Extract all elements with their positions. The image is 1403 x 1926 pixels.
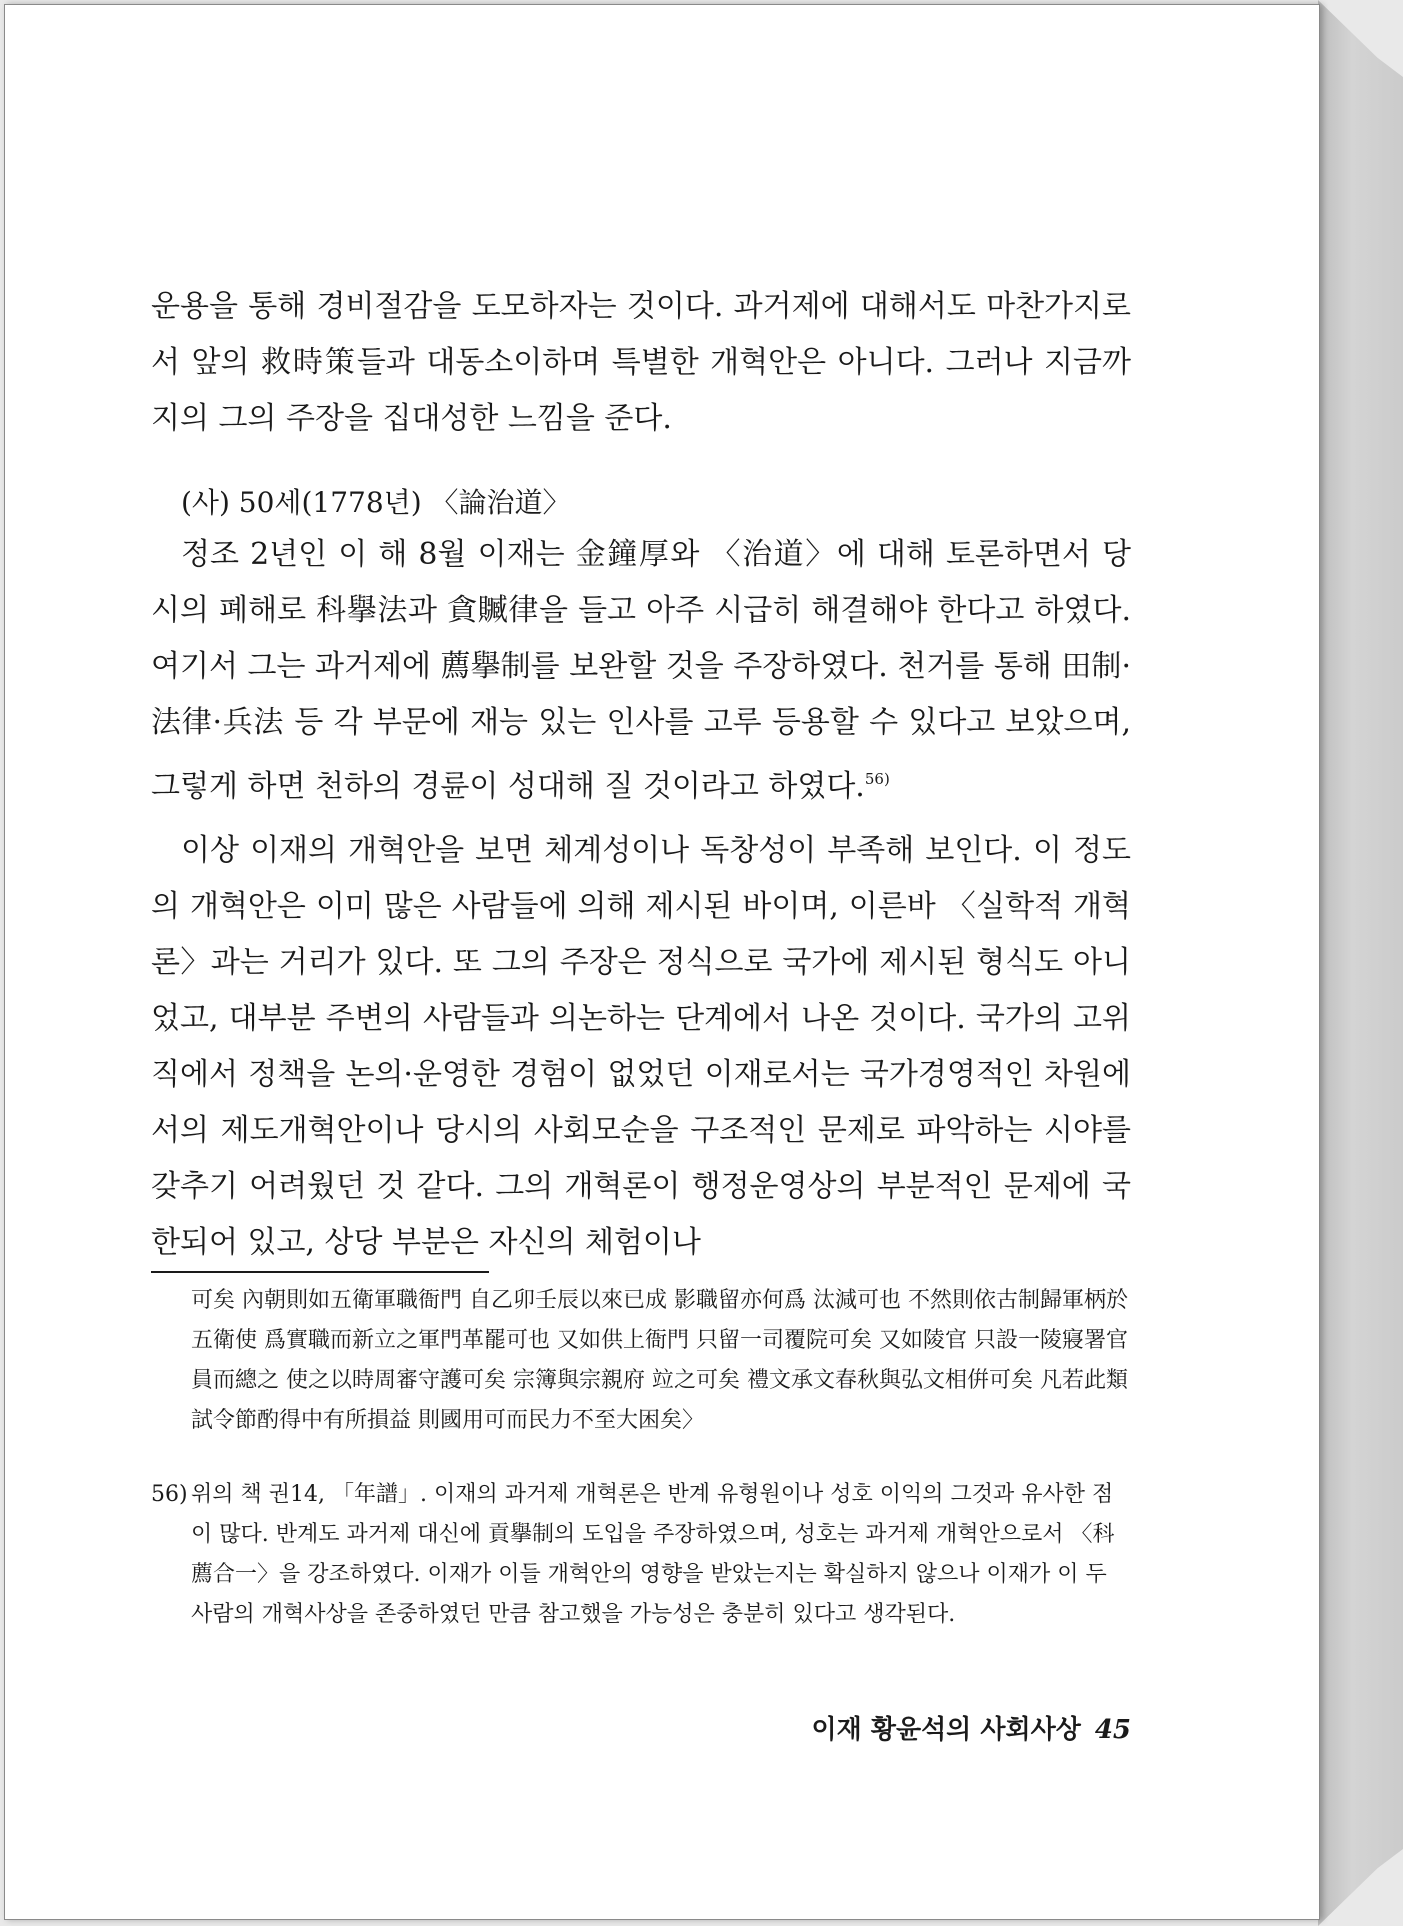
conclusion-paragraph xyxy=(151,823,1131,1271)
section-paragraph-text: 정조 2년인 이 해 8월 이재는 金鐘厚와 〈治道〉에 대해 토론하면서 당시의 폐해로 科擧法과 貪贓律을 들고 아주 시급히 해결해야 한다고 하였다. 여기서 그는 과거제에 薦擧制를 보완할 것을 주장하였다. 천거를 통해 田制·法律·兵法 등 각 부문에 재능 있는 인사를 고루 등용할 수 있다고 보았으며, 그렇게 하면 천하의 경륜이 성대해 질 것이라고 하였다. xyxy=(151,537,1131,804)
section-heading: (사) 50세(1778년) 〈論治道〉 xyxy=(181,486,571,519)
footnote-text: 위의 책 권14, 「年譜」. 이재의 과거제 개혁론은 반계 유형원이나 성호 이익의 그것과 유사한 점이 많다. 반계도 과거제 대신에 貢擧制의 도입을 주장하였으며, 성호는 과거제 개혁안으로서 〈科薦合一〉을 강조하였다. 이재가 이들 개혁안의 영향을 받았는지는 확실하지 않으나 이재가 이 두 사람의 개혁사상을 존중하였던 만큼 참고했을 가능성은 충분히 있다고 생각된다. xyxy=(191,1482,1115,1627)
footnote-56 xyxy=(151,1475,1131,1635)
page xyxy=(4,4,1320,1920)
conclusion-paragraph-text: 이상 이재의 개혁안을 보면 체계성이나 독창성이 부족해 보인다. 이 정도의 개혁안은 이미 많은 사람들에 의해 제시된 바이며, 이른바 〈실학적 개혁론〉과는 거리가 있다. 또 그의 주장은 정식으로 국가에 제시된 형식도 아니었고, 대부분 주변의 사람들과 의논하는 단계에서 나온 것이다. 국가의 고위직에서 정책을 논의·운영한 경험이 없었던 이재로서는 국가경영적인 차원에서의 제도개혁안이나 당시의 사회모순을 구조적인 문제로 파악하는 시야를 갖추기 어려웠던 것 같다. 그의 개혁론이 행정운영상의 부분적인 문제에 국한되어 있고, 상당 부분은 자신의 체험이나 xyxy=(151,833,1131,1260)
footnote-divider xyxy=(151,1271,489,1273)
footnote-number: 56) xyxy=(151,1482,188,1507)
page-edge xyxy=(1318,0,1403,1926)
section-paragraph xyxy=(151,527,1131,815)
top-paragraph: 운용을 통해 경비절감을 도모하자는 것이다. 과거제에 대해서도 마찬가지로서 앞의 救時策들과 대동소이하며 특별한 개혁안은 아니다. 그러나 지금까지의 그의 주장을 집대성한 느낌을 준다. xyxy=(151,289,1131,436)
page-number: 45 xyxy=(1094,1715,1131,1745)
running-footer xyxy=(751,1709,1131,1746)
running-footer-title: 이재 황윤석의 사회사상 xyxy=(811,1715,1081,1745)
footnote-reference: 56) xyxy=(864,770,890,788)
footnote-continuation: 可矣 內朝則如五衛軍職衙門 自乙卯壬辰以來已成 影職留亦何爲 汰減可也 不然則依古制歸軍柄於五衛使 爲實職而新立之軍門革罷可也 又如供上衙門 只留一司覆院可矣 又如陵官 只設一陵寢署官員而總之 使之以時周審守護可矣 宗簿與宗親府 竝之可矣 禮文承文春秋與弘文相倂可矣 凡若此類試令節酌得中有所損益 則國用可而民力不至大困矣〉 xyxy=(191,1288,1128,1433)
